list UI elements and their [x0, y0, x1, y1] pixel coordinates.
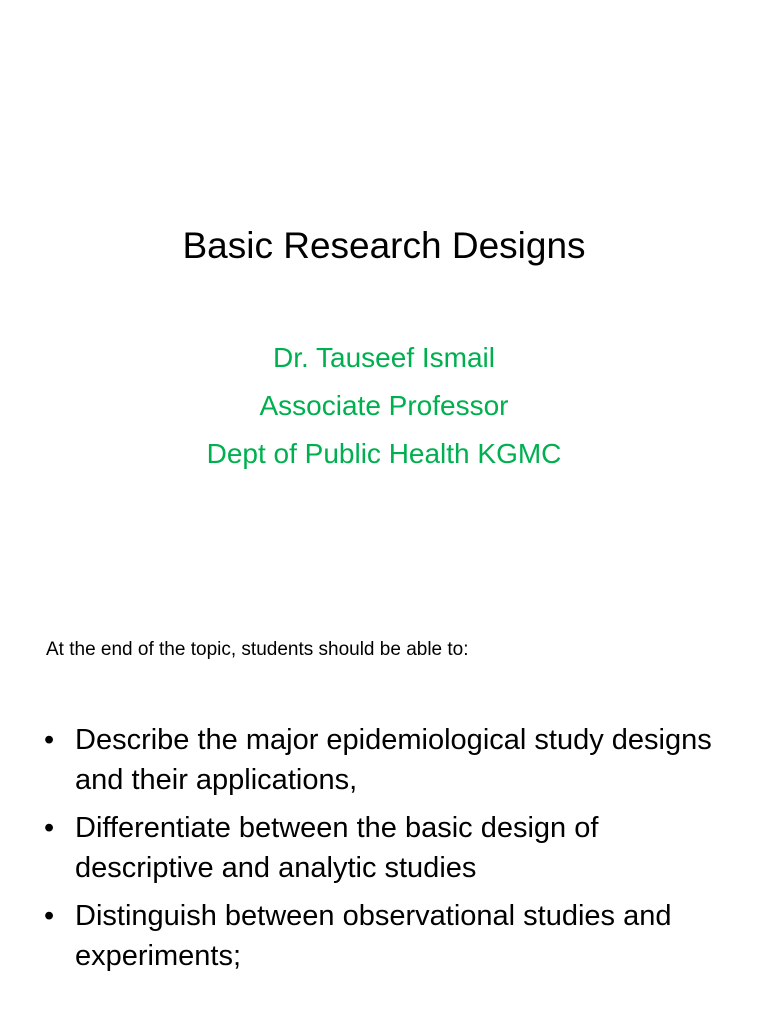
bullet-icon: •: [44, 900, 55, 932]
list-item: [44, 808, 744, 888]
objectives-intro: At the end of the topic, students should be able to:: [46, 639, 469, 660]
list-item: [44, 720, 744, 800]
author-info: [0, 334, 768, 478]
objective-text: Describe the major epidemiological study designs and their applications,: [75, 724, 712, 796]
objective-text: Differentiate between the basic design of descriptive and analytic studies: [75, 812, 599, 884]
bullet-icon: •: [44, 812, 55, 844]
objective-text: Distinguish between observational studies and experiments;: [75, 900, 672, 972]
list-item: [44, 896, 744, 976]
author-department: Dept of Public Health KGMC: [206, 438, 562, 469]
slide-title: Basic Research Designs: [182, 225, 586, 266]
author-position: Associate Professor: [259, 390, 509, 421]
bullet-icon: •: [44, 724, 55, 756]
author-name: Dr. Tauseef Ismail: [272, 342, 496, 373]
objectives-slide: [0, 512, 768, 1024]
objectives-list: [44, 720, 744, 984]
